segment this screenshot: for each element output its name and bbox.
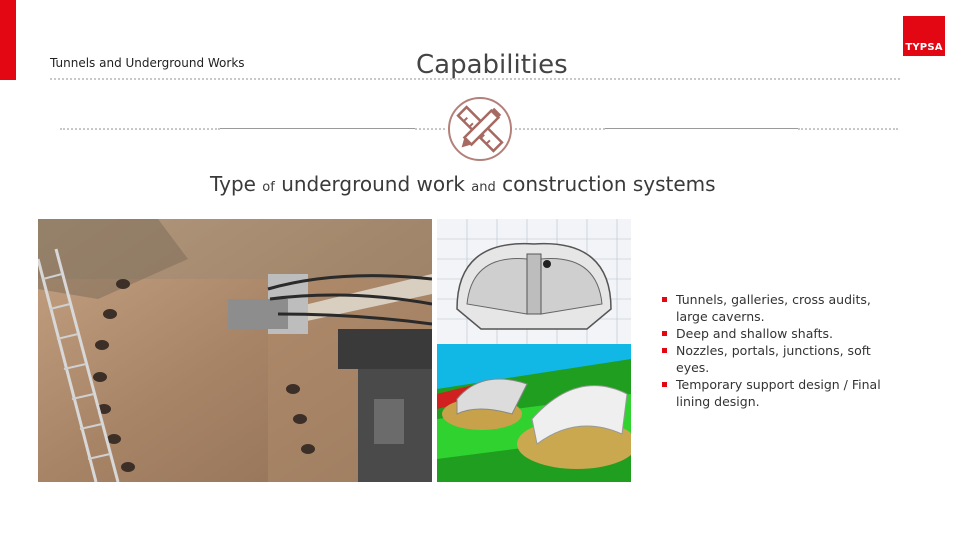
section-label: Tunnels and Underground Works bbox=[50, 56, 245, 70]
list-item: Deep and shallow shafts. bbox=[662, 325, 892, 342]
subtitle-part5: construction systems bbox=[502, 172, 716, 196]
header-divider bbox=[50, 78, 900, 80]
icon-divider-left-dotted-2 bbox=[415, 128, 445, 130]
icon-divider-right-dotted bbox=[515, 128, 605, 130]
icon-divider-right-solid bbox=[605, 128, 798, 129]
page-title: Capabilities bbox=[416, 50, 568, 80]
typsa-logo bbox=[903, 16, 945, 56]
icon-divider-right-dotted-2 bbox=[798, 128, 898, 130]
list-item: Tunnels, galleries, cross audits, large caverns. bbox=[662, 291, 892, 325]
subtitle-part2: of bbox=[262, 180, 275, 195]
capabilities-list bbox=[662, 291, 892, 410]
subtitle-part1: Type bbox=[210, 172, 256, 196]
pencil-ruler-cross-icon bbox=[447, 96, 513, 162]
accent-bar bbox=[0, 0, 16, 80]
list-item: Temporary support design / Final lining design. bbox=[662, 376, 892, 410]
icon-divider-left-dotted bbox=[60, 128, 220, 130]
tunnel-3d-model-render bbox=[437, 219, 631, 482]
icon-divider-left-solid bbox=[220, 128, 415, 129]
subtitle-part4: and bbox=[471, 180, 496, 195]
subtitle bbox=[210, 172, 716, 196]
subtitle-part3: underground work bbox=[281, 172, 465, 196]
list-item: Nozzles, portals, junctions, soft eyes. bbox=[662, 342, 892, 376]
logo-text: TYPSA bbox=[905, 42, 943, 53]
drilling-rig-photo bbox=[38, 219, 432, 482]
